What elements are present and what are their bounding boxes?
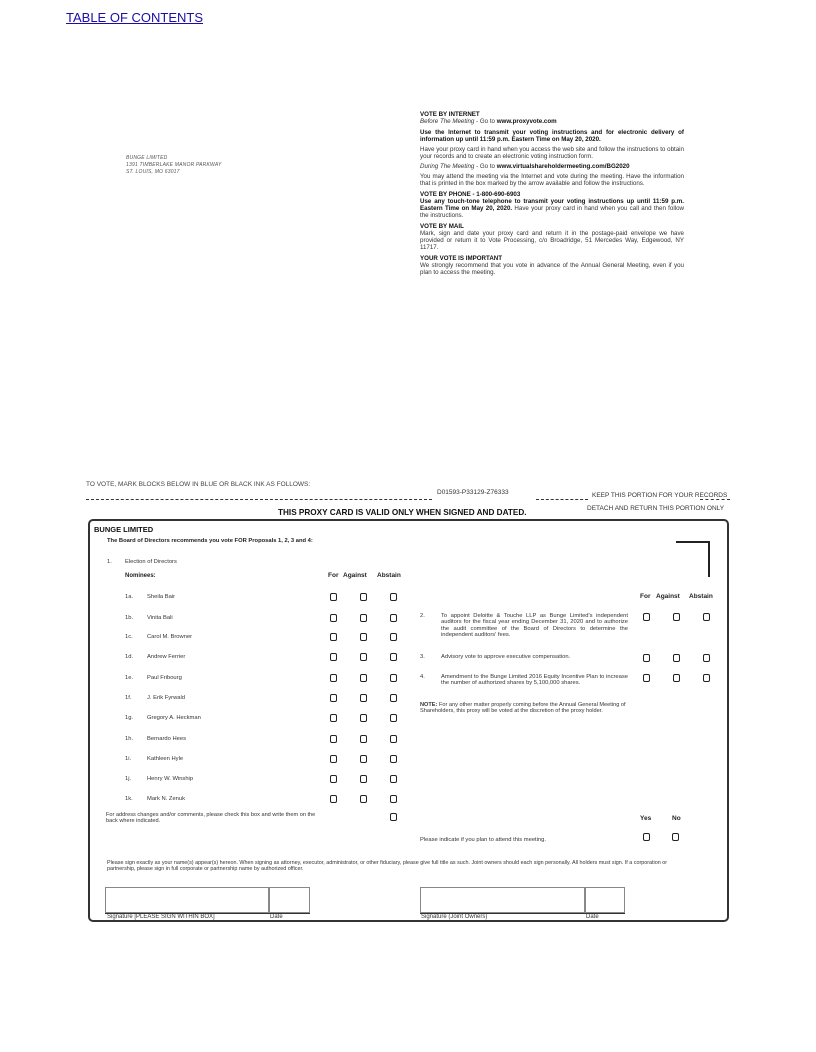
nominee-row bbox=[125, 715, 201, 721]
election-of-directors bbox=[107, 559, 177, 565]
joint-date-box[interactable] bbox=[585, 887, 625, 913]
nominee-for-checkbox[interactable] bbox=[330, 593, 337, 601]
note bbox=[420, 702, 628, 714]
election-label: Election of Directors bbox=[125, 559, 177, 565]
yes-label: Yes bbox=[640, 815, 652, 822]
nominee-number: 1j. bbox=[125, 776, 132, 782]
nominee-for-checkbox[interactable] bbox=[330, 795, 337, 803]
nominee-abstain-checkbox[interactable] bbox=[390, 694, 397, 702]
nominee-number: 1a. bbox=[125, 594, 134, 600]
column-for: For bbox=[328, 572, 339, 579]
nominee-name: Kathleen Hyle bbox=[147, 756, 184, 762]
date-label: Date bbox=[270, 914, 283, 920]
nominee-row bbox=[125, 776, 193, 782]
nominee-name: Vinita Bali bbox=[147, 615, 173, 621]
nominee-for-checkbox[interactable] bbox=[330, 614, 337, 622]
nominee-row bbox=[125, 756, 183, 762]
attend-meeting-text: Please indicate if you plan to attend this meeting. bbox=[420, 837, 547, 843]
nominee-number: 1b. bbox=[125, 615, 134, 621]
detach-line-right bbox=[700, 499, 730, 500]
vote-internet-during-body: You may attend the meeting via the Internet and vote during the meeting. Have the information that is printed in the box marked by the arrow available and follow the instructions. bbox=[420, 173, 684, 187]
proposal-for-checkbox[interactable] bbox=[643, 674, 650, 682]
nominee-abstain-checkbox[interactable] bbox=[390, 674, 397, 682]
column-against-right: Against bbox=[656, 593, 680, 600]
detach-line-mid bbox=[536, 499, 588, 500]
nominee-against-checkbox[interactable] bbox=[360, 795, 367, 803]
nominee-against-checkbox[interactable] bbox=[360, 755, 367, 763]
nominee-abstain-checkbox[interactable] bbox=[390, 714, 397, 722]
nominee-abstain-checkbox[interactable] bbox=[390, 614, 397, 622]
nominee-number: 1d. bbox=[125, 654, 134, 660]
nominee-name: Andrew Ferrier bbox=[147, 654, 186, 660]
vote-phone-body: Have your proxy card in hand when you call and then follow the instructions. bbox=[420, 205, 684, 219]
signature-date-box[interactable] bbox=[269, 887, 310, 913]
nominee-row bbox=[125, 615, 173, 621]
nominee-row bbox=[125, 594, 175, 600]
column-for-right: For bbox=[640, 593, 651, 600]
proposal-text: To appoint Deloitte & Touche LLP as Bunge Limited's independent auditors for the fiscal year ending December 31, 2020 and to authorize the audit committee of the Board of Directors to determine the independent auditors' fees. bbox=[441, 613, 628, 638]
vote-mail-heading: VOTE BY MAIL bbox=[420, 223, 464, 230]
proposal-row bbox=[420, 674, 628, 687]
proposal-for-checkbox[interactable] bbox=[643, 654, 650, 662]
joint-signature-label: Signature (Joint Owners) bbox=[421, 914, 488, 920]
proposal-row bbox=[420, 654, 628, 660]
during-meeting-label: During The Meeting bbox=[420, 163, 475, 170]
proposal-number: 4. bbox=[420, 674, 425, 680]
nominee-abstain-checkbox[interactable] bbox=[390, 633, 397, 641]
mark-instructions: TO VOTE, MARK BLOCKS BELOW IN BLUE OR BLACK INK AS FOLLOWS: bbox=[86, 481, 311, 488]
nominee-row bbox=[125, 796, 185, 802]
nominees-header: Nominees: bbox=[125, 573, 156, 579]
proposal-row bbox=[420, 613, 628, 638]
return-address-line2: 1391 TIMBERLAKE MANOR PARKWAY bbox=[126, 162, 222, 168]
nominee-against-checkbox[interactable] bbox=[360, 674, 367, 682]
nominee-number: 1f. bbox=[125, 695, 132, 701]
vote-by-mail-section bbox=[420, 223, 684, 251]
detach-portion-label: DETACH AND RETURN THIS PORTION ONLY bbox=[587, 505, 725, 512]
address-change-text: For address changes and/or comments, please check this box and write them on the back where indicated. bbox=[106, 812, 316, 825]
vote-important-section bbox=[420, 255, 684, 276]
election-number: 1. bbox=[107, 559, 112, 565]
nominee-abstain-checkbox[interactable] bbox=[390, 593, 397, 601]
joint-date-label: Date bbox=[586, 914, 599, 920]
virtual-meeting-link[interactable]: www.virtualshareholdermeeting.com/BG2020 bbox=[496, 163, 630, 170]
valid-notice: THIS PROXY CARD IS VALID ONLY WHEN SIGNED AND DATED. bbox=[278, 508, 527, 517]
nominee-name: Gregory A. Heckman bbox=[147, 715, 201, 721]
vote-by-internet-section bbox=[420, 111, 684, 187]
signing-instructions: Please sign exactly as your name(s) appear(s) hereon. When signing as attorney, executor, administrator, or other fiduciary, please give full title as such. Joint owners should each sign personally. All holders must sign. If a corporation or partnership, please sign in full corporate or partnership name by authorized officer. bbox=[107, 860, 668, 872]
before-meeting-label: Before The Meeting bbox=[420, 118, 475, 125]
nominee-for-checkbox[interactable] bbox=[330, 735, 337, 743]
vote-mail-body: Mark, sign and date your proxy card and return it in the postage-paid envelope we have provided or return it to Vote Processing, c/o Broadridge, 51 Mercedes Way, Edgewood, NY 11717. bbox=[420, 230, 684, 251]
signature-label: Signature [PLEASE SIGN WITHIN BOX] bbox=[107, 914, 215, 920]
vote-phone-deadline: Use any touch-tone telephone to transmit your voting instructions up until 11:59 p.m. Eastern Time on May 20, 2020. bbox=[420, 198, 684, 212]
attend-no-checkbox[interactable] bbox=[672, 833, 679, 841]
return-address-line1: BUNGE LIMITED bbox=[126, 155, 168, 161]
board-recommendation: The Board of Directors recommends you vote FOR Proposals 1, 2, 3 and 4: bbox=[107, 538, 313, 544]
vote-internet-before bbox=[420, 118, 684, 125]
vote-internet-during bbox=[420, 163, 684, 170]
nominee-number: 1k. bbox=[125, 796, 133, 802]
proposal-for-checkbox[interactable] bbox=[643, 613, 650, 621]
proposal-number: 2. bbox=[420, 613, 425, 619]
nominee-for-checkbox[interactable] bbox=[330, 694, 337, 702]
nominee-row bbox=[125, 675, 182, 681]
nominee-for-checkbox[interactable] bbox=[330, 775, 337, 783]
return-address-line3: ST. LOUIS, MO 63017 bbox=[126, 169, 180, 175]
column-abstain: Abstain bbox=[377, 572, 401, 579]
vote-internet-deadline: Use the Internet to transmit your voting instructions and for electronic delivery of information up until 11:59 p.m. Eastern Time on May 20, 2020. bbox=[420, 129, 684, 143]
nominee-number: 1c. bbox=[125, 634, 133, 640]
note-body: For any other matter properly coming before the Annual General Meeting of Shareholders, this proxy will be voted at the discretion of the proxy holder. bbox=[420, 702, 626, 715]
column-abstain-right: Abstain bbox=[689, 593, 713, 600]
column-against: Against bbox=[343, 572, 367, 579]
corner-bracket bbox=[676, 541, 710, 577]
nominee-name: Henry W. Winship bbox=[147, 776, 194, 782]
proposal-number: 3. bbox=[420, 654, 425, 660]
nominee-against-checkbox[interactable] bbox=[360, 694, 367, 702]
nominee-against-checkbox[interactable] bbox=[360, 653, 367, 661]
nominee-against-checkbox[interactable] bbox=[360, 775, 367, 783]
proposal-abstain-checkbox[interactable] bbox=[703, 613, 710, 621]
nominee-abstain-checkbox[interactable] bbox=[390, 755, 397, 763]
nominee-against-checkbox[interactable] bbox=[360, 633, 367, 641]
detach-line-left bbox=[86, 499, 432, 500]
control-code: D01593-P33129-Z76333 bbox=[437, 489, 509, 496]
company-name: BUNGE LIMITED bbox=[94, 525, 154, 534]
nominee-abstain-checkbox[interactable] bbox=[390, 775, 397, 783]
nominee-for-checkbox[interactable] bbox=[330, 653, 337, 661]
vote-internet-body: Have your proxy card in hand when you access the web site and follow the instructions to obtain your records and to create an electronic voting instruction form. bbox=[420, 146, 684, 160]
nominee-name: Paul Fribourg bbox=[147, 675, 182, 681]
proposal-abstain-checkbox[interactable] bbox=[703, 674, 710, 682]
proposal-against-checkbox[interactable] bbox=[673, 613, 680, 621]
no-label: No bbox=[672, 815, 681, 822]
joint-signature-box[interactable] bbox=[420, 887, 585, 913]
nominee-abstain-checkbox[interactable] bbox=[390, 735, 397, 743]
nominee-name: J. Erik Fyrwald bbox=[147, 695, 186, 701]
nominee-name: Sheila Bair bbox=[147, 594, 176, 600]
nominee-name: Mark N. Zenuk bbox=[147, 796, 186, 802]
nominee-against-checkbox[interactable] bbox=[360, 714, 367, 722]
nominee-for-checkbox[interactable] bbox=[330, 714, 337, 722]
note-label: NOTE: bbox=[420, 702, 438, 708]
address-change-checkbox[interactable] bbox=[390, 813, 397, 821]
nominee-abstain-checkbox[interactable] bbox=[390, 795, 397, 803]
nominee-name: Carol M. Browner bbox=[147, 634, 193, 640]
keep-portion-label: KEEP THIS PORTION FOR YOUR RECORDS bbox=[592, 492, 728, 499]
nominee-against-checkbox[interactable] bbox=[360, 593, 367, 601]
proxyvote-link[interactable]: www.proxyvote.com bbox=[496, 118, 557, 125]
nominee-row bbox=[125, 634, 192, 640]
nominee-name: Bernardo Hees bbox=[147, 736, 186, 742]
before-go-to: - Go to bbox=[474, 118, 497, 125]
proposal-abstain-checkbox[interactable] bbox=[703, 654, 710, 662]
nominee-against-checkbox[interactable] bbox=[360, 614, 367, 622]
attend-yes-checkbox[interactable] bbox=[643, 833, 650, 841]
vote-by-phone-section bbox=[420, 191, 684, 219]
during-go-to: - Go to bbox=[474, 163, 497, 170]
nominee-number: 1i. bbox=[125, 756, 132, 762]
nominee-row bbox=[125, 695, 185, 701]
signature-box[interactable] bbox=[105, 887, 269, 913]
proposal-text: Advisory vote to approve executive compensation. bbox=[441, 654, 571, 660]
nominee-number: 1e. bbox=[125, 675, 134, 681]
vote-phone-heading: VOTE BY PHONE - 1-800-690-6903 bbox=[420, 191, 521, 198]
vote-instructions bbox=[420, 111, 684, 279]
proposal-against-checkbox[interactable] bbox=[673, 674, 680, 682]
nominee-for-checkbox[interactable] bbox=[330, 674, 337, 682]
vote-important-body: We strongly recommend that you vote in advance of the Annual General Meeting, even if you plan to access the meeting. bbox=[420, 262, 684, 276]
vote-internet-heading: VOTE BY INTERNET bbox=[420, 111, 480, 118]
vote-important-heading: YOUR VOTE IS IMPORTANT bbox=[420, 255, 503, 262]
proposal-text: Amendment to the Bunge Limited 2016 Equity Incentive Plan to increase the number of authorized shares by 5,100,000 shares. bbox=[441, 674, 628, 687]
nominee-against-checkbox[interactable] bbox=[360, 735, 367, 743]
nominee-for-checkbox[interactable] bbox=[330, 633, 337, 641]
nominee-row bbox=[125, 736, 186, 742]
nominee-number: 1g. bbox=[125, 715, 134, 721]
proposal-against-checkbox[interactable] bbox=[673, 654, 680, 662]
nominee-abstain-checkbox[interactable] bbox=[390, 653, 397, 661]
nominee-number: 1h. bbox=[125, 736, 134, 742]
nominee-for-checkbox[interactable] bbox=[330, 755, 337, 763]
table-of-contents-link[interactable]: TABLE OF CONTENTS bbox=[66, 10, 203, 25]
nominee-row bbox=[125, 654, 185, 660]
